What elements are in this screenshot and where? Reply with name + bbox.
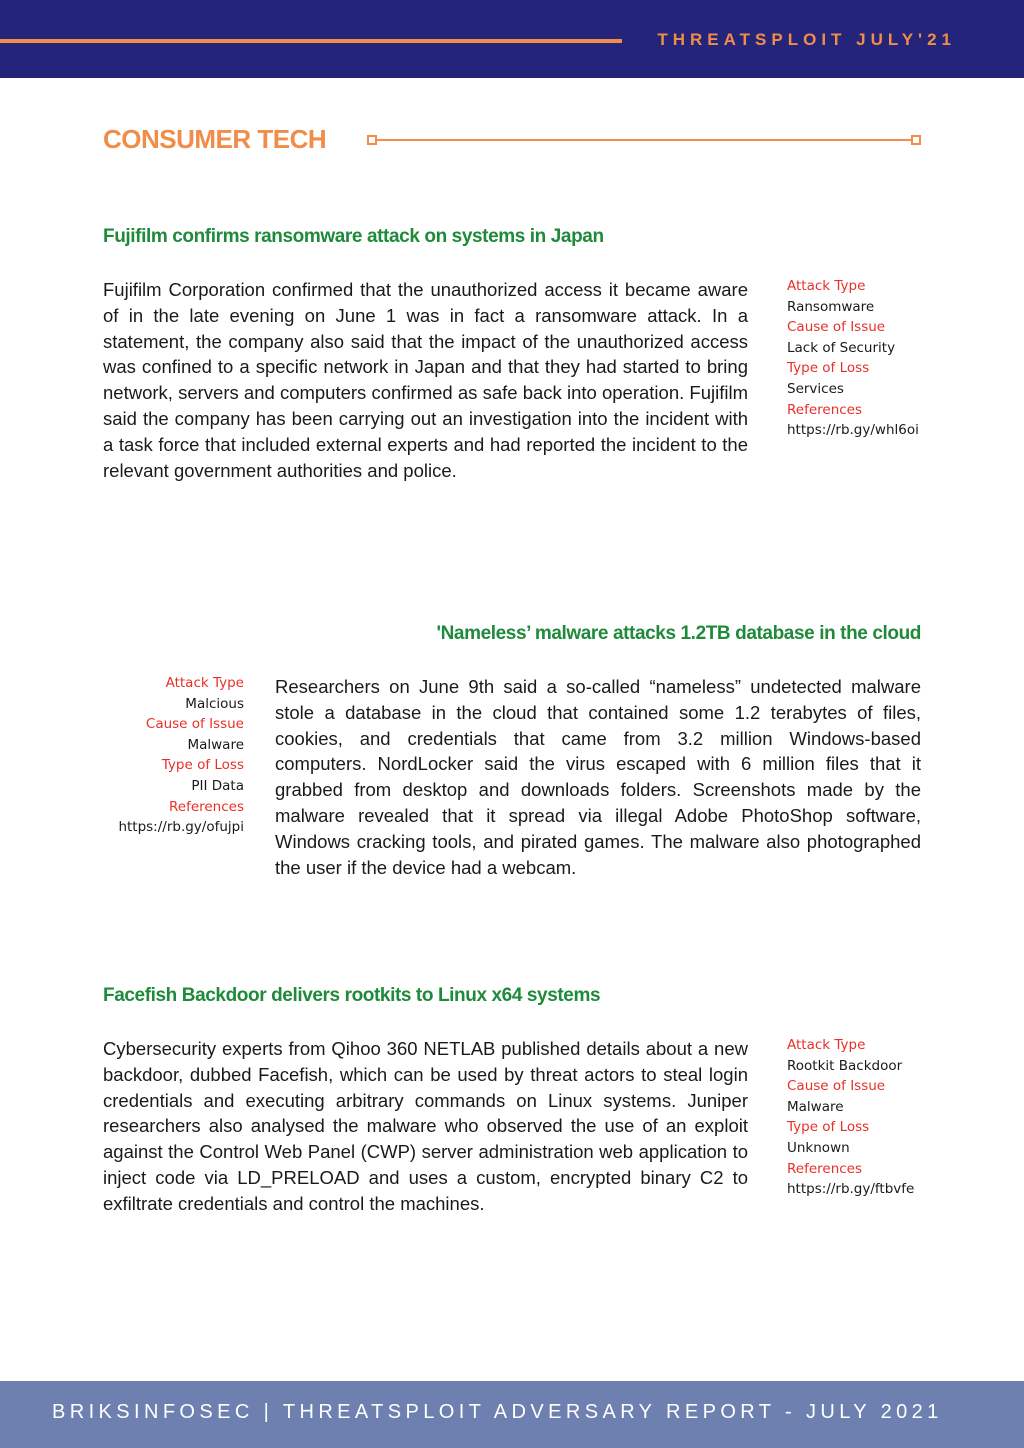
rule-start-dot xyxy=(367,135,377,145)
header-title: THREATSPLOIT JULY'21 xyxy=(657,30,956,49)
article-title: Facefish Backdoor delivers rootkits to Linux x64 systems xyxy=(103,985,601,1006)
cause-label: Cause of Issue xyxy=(787,1078,886,1095)
section-title: CONSUMER TECH xyxy=(103,124,327,154)
references-label: References xyxy=(787,1160,863,1177)
loss-value: Services xyxy=(787,380,844,397)
cause-label: Cause of Issue xyxy=(787,319,886,336)
cause-value: Malware xyxy=(787,1098,844,1115)
loss-value: PII Data xyxy=(191,777,244,794)
cause-label: Cause of Issue xyxy=(145,716,244,733)
references-label: References xyxy=(168,798,244,815)
article-meta xyxy=(787,1035,914,1200)
cause-value: Malware xyxy=(187,736,244,753)
attack-type-label: Attack Type xyxy=(787,1037,866,1053)
article-body: Cybersecurity experts from Qihoo 360 NETLAB published details about a new backdoor, dubbed Facefish, which can be used by threat actors to steal login credentials and executing arbitrary commands on Linux systems. Juniper researchers also analysed the malware who observed the use of an exploit against the Control Web Panel (CWP) server administration web application to inject code via LD_PRELOAD and uses a custom, encrypted binary C2 to exfiltrate credentials and control the machines. xyxy=(103,1038,748,1214)
section-rule xyxy=(367,135,921,145)
header-accent-line xyxy=(0,39,622,43)
attack-type-label: Attack Type xyxy=(787,278,866,294)
article-meta xyxy=(118,673,244,838)
loss-value: Unknown xyxy=(787,1139,850,1156)
references-label: References xyxy=(787,401,863,418)
article-meta xyxy=(787,276,919,441)
loss-label: Type of Loss xyxy=(787,1119,870,1136)
article-body: Researchers on June 9th said a so-called “nameless” undetected malware stole a database in the cloud that contained some 1.2 terabytes of files, cookies, and credentials that came from 3.2 million Windows-based computers. NordLocker said the virus escaped with 6 million files that it grabbed from desktop and downloads folders. Screenshots made by the malware revealed that it spread via illegal Adobe PhotoShop software, Windows cracking tools, and pirated games. The malware also photographed the user if the device had a webcam. xyxy=(275,676,921,878)
cause-value: Lack of Security xyxy=(787,339,896,356)
rule-end-dot xyxy=(911,135,921,145)
article-body: Fujifilm Corporation confirmed that the unauthorized access it became aware of in the late evening on June 1 was in fact a ransomware attack. In a statement, the company also said that the impact of the unauthorized access was confined to a specific network in Japan and that they had started to bring network, servers and computers confirmed as safe back into operation. Fujifilm said the company has been carrying out an investigation into the incident with a task force that included external experts and had reported the incident to the relevant government authorities and police. xyxy=(103,279,748,481)
attack-type-label: Attack Type xyxy=(165,675,244,691)
attack-type-value: Rootkit Backdoor xyxy=(787,1057,903,1074)
article-title: 'Nameless’ malware attacks 1.2TB database in the cloud xyxy=(436,623,921,644)
attack-type-value: Ransomware xyxy=(787,298,875,315)
loss-label: Type of Loss xyxy=(787,360,870,377)
reference-link[interactable]: https://rb.gy/ftbvfe xyxy=(787,1181,915,1198)
reference-link[interactable]: https://rb.gy/whl6oi xyxy=(787,422,919,439)
loss-label: Type of Loss xyxy=(161,757,244,774)
article-title: Fujifilm confirms ransomware attack on systems in Japan xyxy=(103,226,604,247)
rule-line xyxy=(377,139,911,141)
footer-text: BRIKSINFOSEC | THREATSPLOIT ADVERSARY REPORT - JULY 2021 xyxy=(52,1401,943,1423)
reference-link[interactable]: https://rb.gy/ofujpi xyxy=(118,819,244,836)
attack-type-value: Malcious xyxy=(185,695,244,712)
